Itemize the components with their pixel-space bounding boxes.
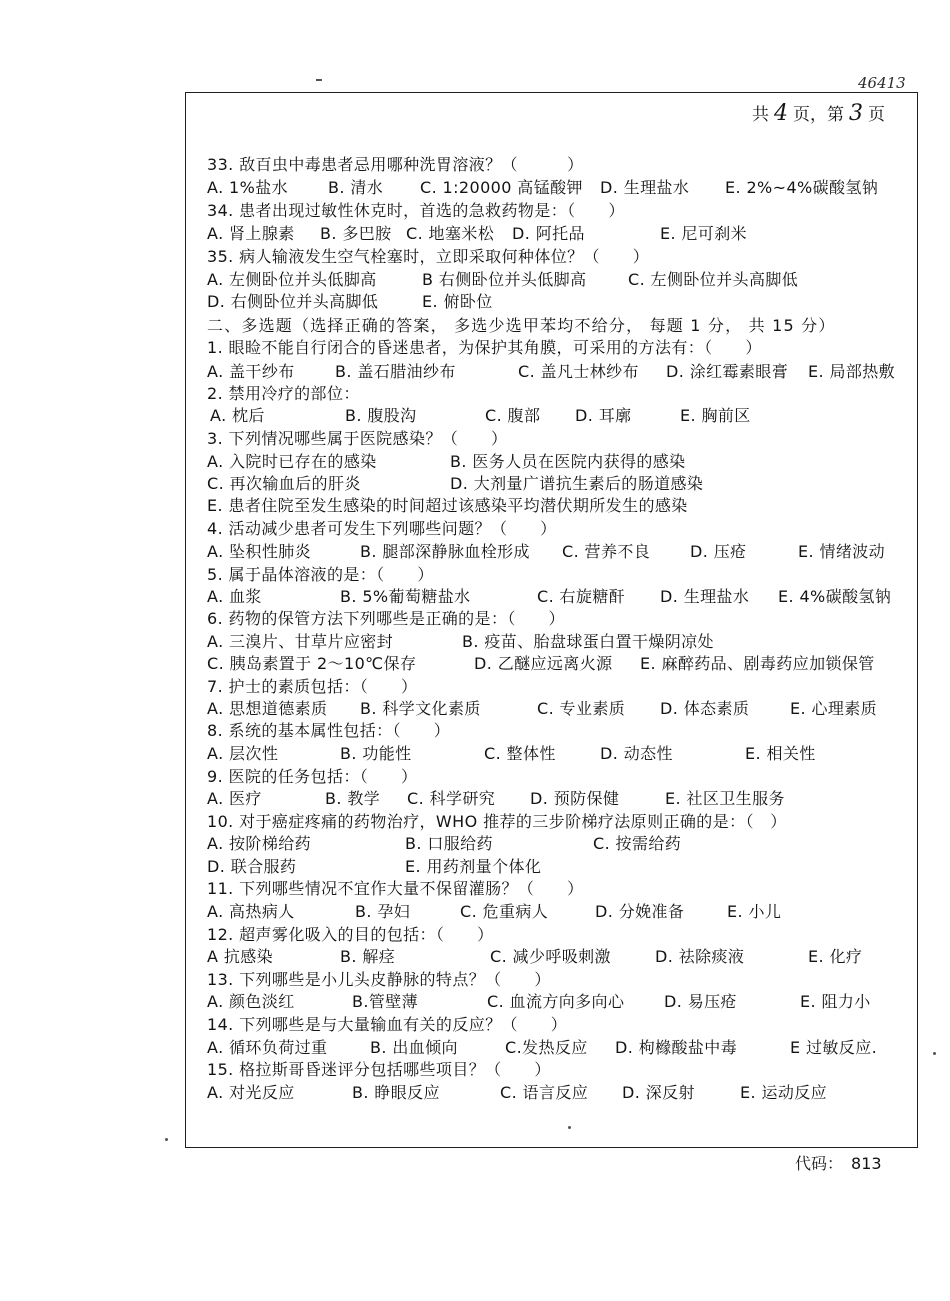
multi-question-12-option-c: C. 减少呼吸刺激 bbox=[490, 947, 611, 966]
multi-question-4-option-e: E. 情绪波动 bbox=[798, 542, 886, 561]
multi-question-6-option-d: D. 乙醚应远离火源 bbox=[474, 654, 613, 673]
multi-question-7-option-a: A. 思想道德素质 bbox=[207, 699, 328, 718]
scan-speck bbox=[316, 79, 322, 81]
question-34-option-a: A. 肾上腺素 bbox=[207, 224, 295, 243]
multi-question-2-option-e: E. 胸前区 bbox=[680, 406, 751, 425]
multi-question-12-option-e: E. 化疗 bbox=[808, 947, 863, 966]
page-suffix: 页 bbox=[868, 105, 885, 125]
multi-question-4-option-d: D. 压疮 bbox=[690, 542, 747, 561]
scan-speck bbox=[933, 1052, 936, 1055]
multi-question-5-option-b: B. 5%葡萄糖盐水 bbox=[340, 587, 471, 606]
multi-question-14-option-c: C.发热反应 bbox=[505, 1038, 588, 1057]
multi-question-5-option-a: A. 血浆 bbox=[207, 587, 262, 606]
page-total: 4 bbox=[774, 101, 788, 126]
multi-question-12-stem: 12. 超声雾化吸入的目的包括：（ ） bbox=[207, 925, 494, 944]
multi-question-10-option-e: E. 用药剂量个体化 bbox=[405, 857, 542, 876]
question-34-option-e: E. 尼可刹米 bbox=[660, 224, 748, 243]
multi-question-8-option-d: D. 动态性 bbox=[600, 744, 673, 763]
multi-question-12-option-a: A 抗感染 bbox=[207, 947, 274, 966]
multi-question-9-stem: 9. 医院的任务包括：（ ） bbox=[207, 767, 418, 786]
question-33-option-a: A. 1%盐水 bbox=[207, 178, 289, 197]
multi-question-4-option-a: A. 坠积性肺炎 bbox=[207, 542, 312, 561]
multi-question-10-option-a: A. 按阶梯给药 bbox=[207, 834, 312, 853]
multi-question-4-option-c: C. 营养不良 bbox=[562, 542, 651, 561]
multi-question-1-option-d: D. 涂红霉素眼膏 bbox=[666, 362, 789, 381]
multi-question-6-option-e: E. 麻醉药品、剧毒药应加锁保管 bbox=[640, 654, 875, 673]
multi-question-15-option-c: C. 语言反应 bbox=[500, 1083, 589, 1102]
multi-question-4-stem: 4. 活动减少患者可发生下列哪些问题？（ ） bbox=[207, 519, 557, 538]
multi-question-14-stem: 14. 下列哪些是与大量输血有关的反应？（ ） bbox=[207, 1015, 568, 1034]
multi-question-8-stem: 8. 系统的基本属性包括：（ ） bbox=[207, 721, 451, 740]
multi-question-13-option-b: B.管壁薄 bbox=[352, 992, 419, 1011]
multi-question-1-option-a: A. 盖干纱布 bbox=[207, 362, 295, 381]
multi-question-15-option-a: A. 对光反应 bbox=[207, 1083, 295, 1102]
multi-question-2-option-d: D. 耳廓 bbox=[575, 406, 632, 425]
multi-question-9-option-a: A. 医疗 bbox=[207, 789, 262, 808]
multi-question-12-option-b: B. 解痉 bbox=[340, 947, 396, 966]
question-33-option-e: E. 2%~4%碳酸氢钠 bbox=[725, 178, 879, 197]
multi-question-10-stem: 10. 对于癌症疼痛的药物治疗，WHO 推荐的三步阶梯疗法原则正确的是：（ ） bbox=[207, 812, 787, 831]
multi-question-5-option-e: E. 4%碳酸氢钠 bbox=[778, 587, 892, 606]
multi-question-1-option-b: B. 盖石腊油纱布 bbox=[335, 362, 456, 381]
multi-question-10-option-d: D. 联合服药 bbox=[207, 857, 297, 876]
multi-question-13-stem: 13. 下列哪些是小儿头皮静脉的特点？（ ） bbox=[207, 970, 551, 989]
multi-question-7-option-b: B. 科学文化素质 bbox=[360, 699, 481, 718]
multi-question-11-option-e: E. 小儿 bbox=[727, 902, 782, 921]
question-35-option-e: E. 俯卧位 bbox=[422, 292, 493, 311]
question-34-option-b: B. 多巴胺 bbox=[320, 224, 392, 243]
multi-question-15-stem: 15. 格拉斯哥昏迷评分包括哪些项目？（ ） bbox=[207, 1060, 551, 1079]
multi-question-9-option-b: B. 教学 bbox=[325, 789, 381, 808]
exam-code bbox=[795, 1154, 882, 1174]
multi-question-3-option-e: E. 患者住院至发生感染的时间超过该感染平均潜伏期所发生的感染 bbox=[207, 496, 688, 515]
multi-question-8-option-c: C. 整体性 bbox=[484, 744, 556, 763]
multi-question-10-option-c: C. 按需给药 bbox=[593, 834, 682, 853]
multi-question-14-option-a: A. 循环负荷过重 bbox=[207, 1038, 328, 1057]
multi-question-9-option-d: D. 预防保健 bbox=[530, 789, 620, 808]
multi-question-3-option-a: A. 入院时已存在的感染 bbox=[207, 452, 377, 471]
page-indicator bbox=[752, 102, 885, 127]
multi-question-13-option-e: E. 阻力小 bbox=[800, 992, 871, 1011]
multi-question-14-option-b: B. 出血倾向 bbox=[370, 1038, 458, 1057]
multi-question-15-option-b: B. 睁眼反应 bbox=[352, 1083, 440, 1102]
multi-question-5-option-d: D. 生理盐水 bbox=[660, 587, 750, 606]
multi-question-8-option-b: B. 功能性 bbox=[340, 744, 412, 763]
multi-question-8-option-e: E. 相关性 bbox=[745, 744, 816, 763]
exam-code-label: 代码： bbox=[795, 1154, 844, 1173]
multi-question-10-option-b: B. 口服给药 bbox=[405, 834, 493, 853]
multi-question-3-option-d: D. 大剂量广谱抗生素后的肠道感染 bbox=[450, 474, 704, 493]
question-34-option-d: D. 阿托品 bbox=[512, 224, 585, 243]
multi-question-7-stem: 7. 护士的素质包括：（ ） bbox=[207, 677, 418, 696]
multi-question-3-stem: 3. 下列情况哪些属于医院感染？（ ） bbox=[207, 429, 508, 448]
multi-question-5-stem: 5. 属于晶体溶液的是：（ ） bbox=[207, 565, 434, 584]
multi-question-11-option-b: B. 孕妇 bbox=[355, 902, 411, 921]
multi-question-6-option-b: B. 疫苗、胎盘球蛋白置干燥阴凉处 bbox=[462, 632, 714, 651]
page-prefix: 共 bbox=[752, 105, 769, 125]
multi-question-4-option-b: B. 腿部深静脉血栓形成 bbox=[360, 542, 530, 561]
multi-question-6-option-a: A. 三溴片、甘草片应密封 bbox=[207, 632, 394, 651]
multi-question-1-option-c: C. 盖凡士林纱布 bbox=[518, 362, 639, 381]
multi-question-2-option-c: C. 腹部 bbox=[485, 406, 541, 425]
page-current: 3 bbox=[849, 101, 863, 126]
multi-question-11-option-c: C. 危重病人 bbox=[460, 902, 549, 921]
scan-speck bbox=[165, 1138, 168, 1141]
multi-question-6-stem: 6. 药物的保管方法下列哪些是正确的是：（ ） bbox=[207, 609, 565, 628]
multi-question-5-option-c: C. 右旋糖酐 bbox=[537, 587, 626, 606]
multi-question-7-option-c: C. 专业素质 bbox=[537, 699, 626, 718]
question-34-option-c: C. 地塞米松 bbox=[406, 224, 495, 243]
multi-question-13-option-c: C. 血流方向多向心 bbox=[487, 992, 625, 1011]
multi-question-8-option-a: A. 层次性 bbox=[207, 744, 279, 763]
multi-question-9-option-e: E. 社区卫生服务 bbox=[665, 789, 785, 808]
multi-question-6-option-c: C. 胰岛素置于 2～10℃保存 bbox=[207, 654, 417, 673]
section-2-heading: 二、多选题（选择正确的答案， 多选少选甲苯均不给分， 每题 1 分， 共 15 分） bbox=[207, 316, 836, 335]
question-35-option-b: B 右侧卧位并头低脚高 bbox=[422, 270, 587, 289]
multi-question-15-option-d: D. 深反射 bbox=[622, 1083, 695, 1102]
multi-question-2-option-b: B. 腹股沟 bbox=[345, 406, 417, 425]
question-33-option-b: B. 清水 bbox=[328, 178, 384, 197]
multi-question-12-option-d: D. 祛除痰液 bbox=[655, 947, 745, 966]
multi-question-13-option-a: A. 颜色淡红 bbox=[207, 992, 295, 1011]
multi-question-14-option-d: D. 枸橼酸盐中毒 bbox=[615, 1038, 738, 1057]
page-mid: 页，第 bbox=[793, 105, 844, 125]
multi-question-7-option-d: D. 体态素质 bbox=[660, 699, 750, 718]
question-33-stem: 33. 敌百虫中毒患者忌用哪种洗胃溶液？（ ） bbox=[207, 155, 584, 174]
question-33-option-c: C. 1:20000 高锰酸钾 bbox=[420, 178, 583, 197]
document-id: 46413 bbox=[858, 74, 906, 92]
multi-question-11-stem: 11. 下列哪些情况不宜作大量不保留灌肠？（ ） bbox=[207, 879, 584, 898]
multi-question-15-option-e: E. 运动反应 bbox=[740, 1083, 828, 1102]
scan-speck bbox=[568, 1126, 571, 1129]
multi-question-7-option-e: E. 心理素质 bbox=[790, 699, 878, 718]
multi-question-2-option-a: A. 枕后 bbox=[210, 406, 265, 425]
multi-question-11-option-a: A. 高热病人 bbox=[207, 902, 295, 921]
question-34-stem: 34. 患者出现过敏性休克时，首选的急救药物是：（ ） bbox=[207, 201, 625, 220]
multi-question-1-stem: 1. 眼睑不能自行闭合的昏迷患者，为保护其角膜，可采用的方法有：（ ） bbox=[207, 338, 762, 357]
question-35-stem: 35. 病人输液发生空气栓塞时，立即采取何种体位？（ ） bbox=[207, 247, 650, 266]
question-35-option-c: C. 左侧卧位并头高脚低 bbox=[628, 270, 799, 289]
multi-question-11-option-d: D. 分娩准备 bbox=[595, 902, 685, 921]
exam-code-value: 813 bbox=[851, 1154, 882, 1173]
multi-question-1-option-e: E. 局部热敷 bbox=[808, 362, 896, 381]
multi-question-9-option-c: C. 科学研究 bbox=[407, 789, 496, 808]
question-35-option-a: A. 左侧卧位并头低脚高 bbox=[207, 270, 377, 289]
multi-question-14-option-e: E 过敏反应. bbox=[790, 1038, 878, 1057]
multi-question-2-stem: 2. 禁用冷疗的部位： bbox=[207, 384, 360, 403]
multi-question-3-option-b: B. 医务人员在医院内获得的感染 bbox=[450, 452, 686, 471]
question-33-option-d: D. 生理盐水 bbox=[600, 178, 690, 197]
multi-question-3-option-c: C. 再次输血后的肝炎 bbox=[207, 474, 361, 493]
multi-question-13-option-d: D. 易压疮 bbox=[664, 992, 737, 1011]
question-35-option-d: D. 右侧卧位并头高脚低 bbox=[207, 292, 379, 311]
